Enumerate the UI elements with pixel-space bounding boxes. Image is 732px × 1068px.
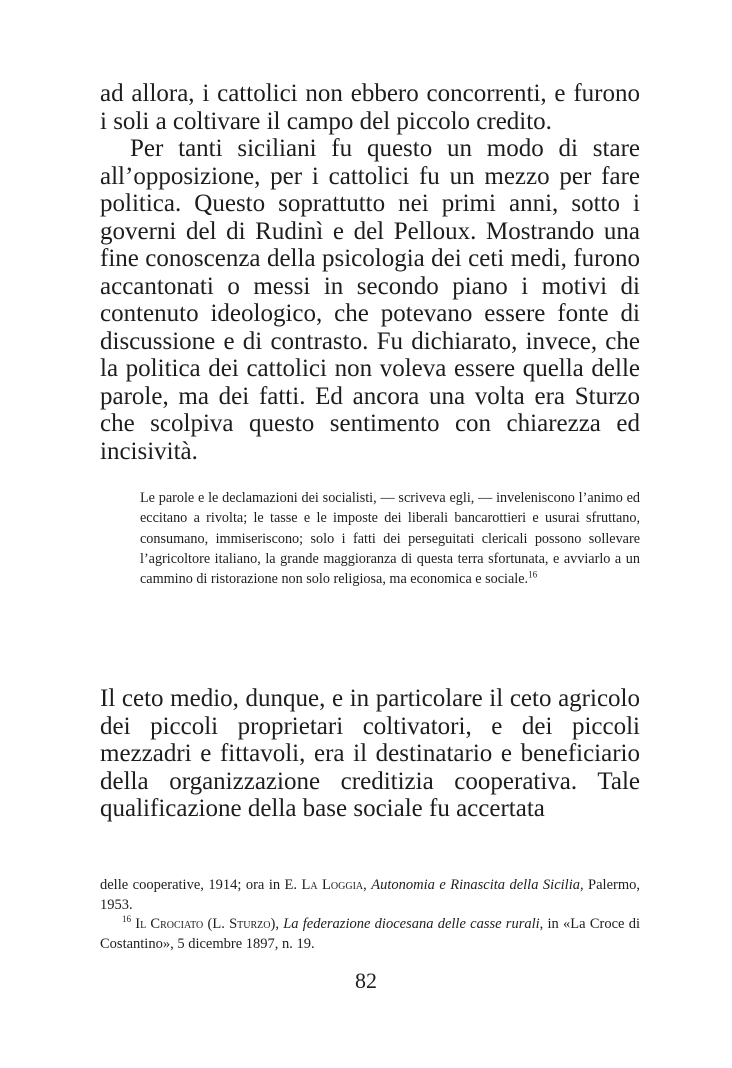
paragraph: Per tanti siciliani fu questo un modo di stare all’opposizione, per i cattolici fu un mezzo per fare politica. Questo soprattutto nei primi anni, sotto i governi del di Rudinì e del Pelloux. Mostrando una fine conoscenza della psicologia dei ceti medi, furono accantonati o messi in secondo piano i motivi di contenuto ideologico, che potevano essere fonte di discussione e di contrasto. Fu dichiarato, invece, che la politica dei cattolici non voleva essere quella delle parole, ma dei fatti. Ed ancora una volta era Sturzo che scolpiva questo sentimento con chiarezza ed incisività. bbox=[100, 135, 640, 465]
author-name: La Loggia bbox=[301, 877, 364, 893]
footnote-16: $^{16}$ Il Crociato (L. Sturzo), La federazione diocesana delle casse rurali, in «La Croce di Costantino», 5 dicembre 1897, n. 19. bbox=[100, 914, 640, 952]
main-text bbox=[100, 80, 640, 465]
block-quote bbox=[140, 488, 640, 589]
paragraph-2: Il ceto medio, dunque, e in particolare il ceto agricolo dei piccoli proprietari coltivatori, e dei piccoli mezzadri e fittavoli, era il destinatario e beneficiario della organizzazione creditizia cooperativa. Tale qualificazione della base sociale fu accertata bbox=[100, 685, 640, 823]
page-number: 82 bbox=[355, 968, 377, 993]
footnote-15-continuation: delle cooperative, 1914; ora in E. La Loggia, Autonomia e Rinascita della Sicilia, Palermo, 1953. bbox=[100, 877, 641, 913]
author-name: Il Crociato bbox=[135, 916, 204, 933]
footnote-reference: 16 bbox=[528, 569, 538, 580]
footnotes bbox=[100, 876, 640, 954]
book-title: Autonomia e Rinascita della Sicilia bbox=[371, 877, 580, 893]
paragraph-continuation: ad allora, i cattolici non ebbero concorrenti, e furono i soli a coltivare il campo del piccolo credito. bbox=[100, 80, 640, 135]
block-quote-text: Le parole e le declamazioni dei socialisti, — scriveva egli, — inveleniscono l’animo ed eccitano a rivolta; le tasse e le imposte dei liberali bancarottieri e usurai sfruttano, consumano, immiseriscono; solo i fatti dei perseguitati clericali possono sollevare l’agricoltore italiano, la grande maggioranza di questa terra sfortunata, e avviarlo a un cammino di ristorazione non solo religiosa, ma economica e sociale. bbox=[140, 490, 640, 588]
footnote-number: 16 bbox=[122, 914, 131, 925]
article-title: La federazione diocesana delle casse rurali bbox=[283, 916, 540, 933]
